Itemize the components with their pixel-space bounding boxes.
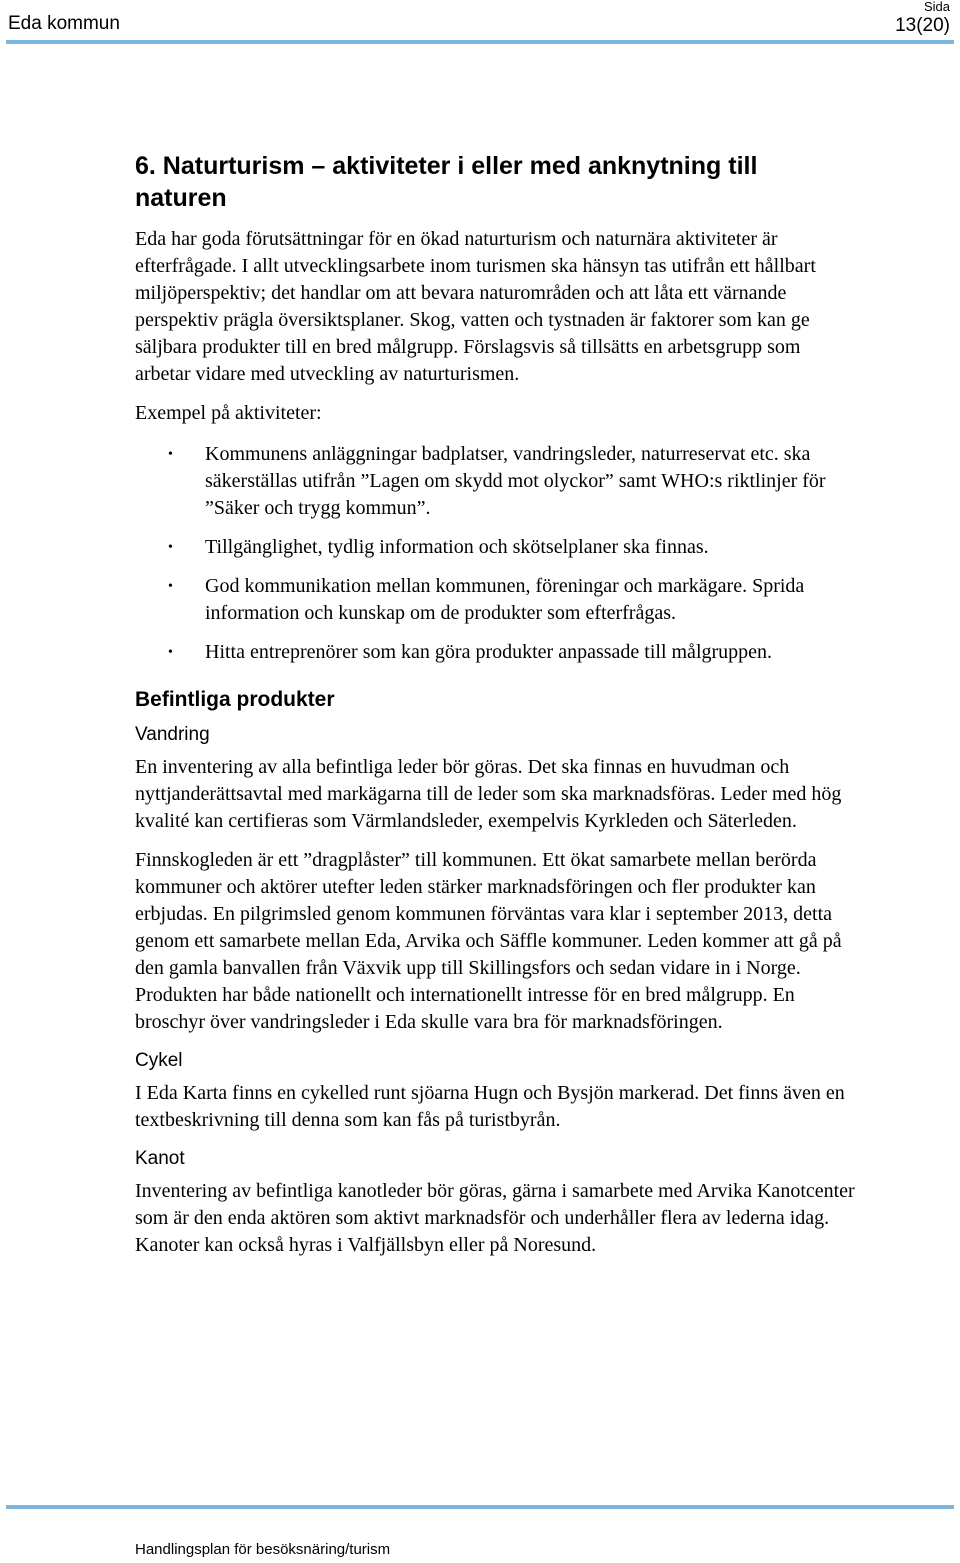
cykel-heading: Cykel (135, 1050, 183, 1071)
bullet-icon: • (168, 540, 173, 555)
activity-list (135, 441, 855, 666)
footer-document-title: Handlingsplan för besöksnäring/turism (135, 1541, 391, 1558)
page-label: Sida (923, 0, 950, 14)
bullet-icon: • (168, 447, 173, 462)
page-content (135, 150, 855, 1259)
cykel-paragraph: I Eda Karta finns en cykelled runt sjöarna Hugn och Bysjön markerad. Det finns även en textbeskrivning till denna som kan fås på turistbyrån. (135, 1082, 845, 1131)
bullet-icon: • (168, 645, 173, 660)
intro-paragraph: Eda har goda förutsättningar för en ökad naturturism och naturnära aktiviteter är efterfrågade. I allt utvecklingsarbete inom turismen ska hänsyn tas utifrån ett hållbart miljöperspektiv; det handlar om att bevara naturområden och att låta ett värnande perspektiv prägla översiktsplaner. Skog, vatten och tystnaden är faktorer som kan ge säljbara produkter till en bred målgrupp. Förslagsvis så tillsätts en arbetsgrupp som arbetar vidare med utveckling av naturturismen. (135, 228, 816, 385)
page-number: 13(20) (895, 15, 950, 36)
vandring-paragraph-1: En inventering av alla befintliga leder bör göras. Det ska finnas en huvudman och nyttjanderättsavtal med markägarna till de leder som ska marknadsföras. Leder med hög kvalité kan certifieras som Värmlandsleder, exempelvis Kyrkleden och Säterleden. (135, 756, 842, 832)
list-item (135, 534, 855, 561)
header-divider (6, 40, 954, 44)
list-item (135, 573, 855, 627)
list-item-text: God kommunikation mellan kommunen, föreningar och markägare. Sprida information och kunskap om de produkter som efterfrågas. (205, 575, 805, 624)
header-organization: Eda kommun (8, 13, 120, 34)
existing-products-heading: Befintliga produkter (135, 688, 335, 711)
list-item (135, 441, 855, 522)
list-item (135, 639, 855, 666)
kanot-heading: Kanot (135, 1148, 185, 1169)
examples-label: Exempel på aktiviteter: (135, 402, 322, 424)
kanot-paragraph: Inventering av befintliga kanotleder bör göras, gärna i samarbete med Arvika Kanotcenter som är den enda aktören som aktivt marknadsför och underhåller flera av lederna idag. Kanoter kan också hyras i Valfjällsbyn eller på Noresund. (135, 1180, 855, 1256)
list-item-text: Hitta entreprenörer som kan göra produkter anpassade till målgruppen. (205, 641, 773, 663)
vandring-heading: Vandring (135, 724, 210, 745)
section-title: 6. Naturturism – aktiviteter i eller med anknytning till naturen (135, 152, 758, 212)
list-item-text: Tillgänglighet, tydlig information och skötselplaner ska finnas. (205, 536, 709, 558)
bullet-icon: • (168, 579, 173, 594)
vandring-paragraph-2: Finnskogleden är ett ”dragplåster” till kommunen. Ett ökat samarbete mellan berörda kommuner och aktörer utefter leden stärker marknadsföringen och fler produkter kan erbjudas. En pilgrimsled genom kommunen förväntas vara klar i september 2013, detta genom ett samarbete mellan Eda, Arvika och Säffle kommuner. Leden kommer att gå på den gamla banvallen från Växvik upp till Skillingsfors och sedan vidare in i Norge. Produkten har både nationellt och internationellt intresse för en bred målgrupp. En broschyr över vandringsleder i Eda skulle vara bra för marknadsföringen. (135, 849, 842, 1033)
footer-divider (6, 1505, 954, 1509)
page-indicator (895, 0, 950, 38)
list-item-text: Kommunens anläggningar badplatser, vandringsleder, naturreservat etc. ska säkerställas utifrån ”Lagen om skydd mot olyckor” samt WHO:s riktlinjer för ”Säker och trygg kommun”. (205, 443, 826, 519)
